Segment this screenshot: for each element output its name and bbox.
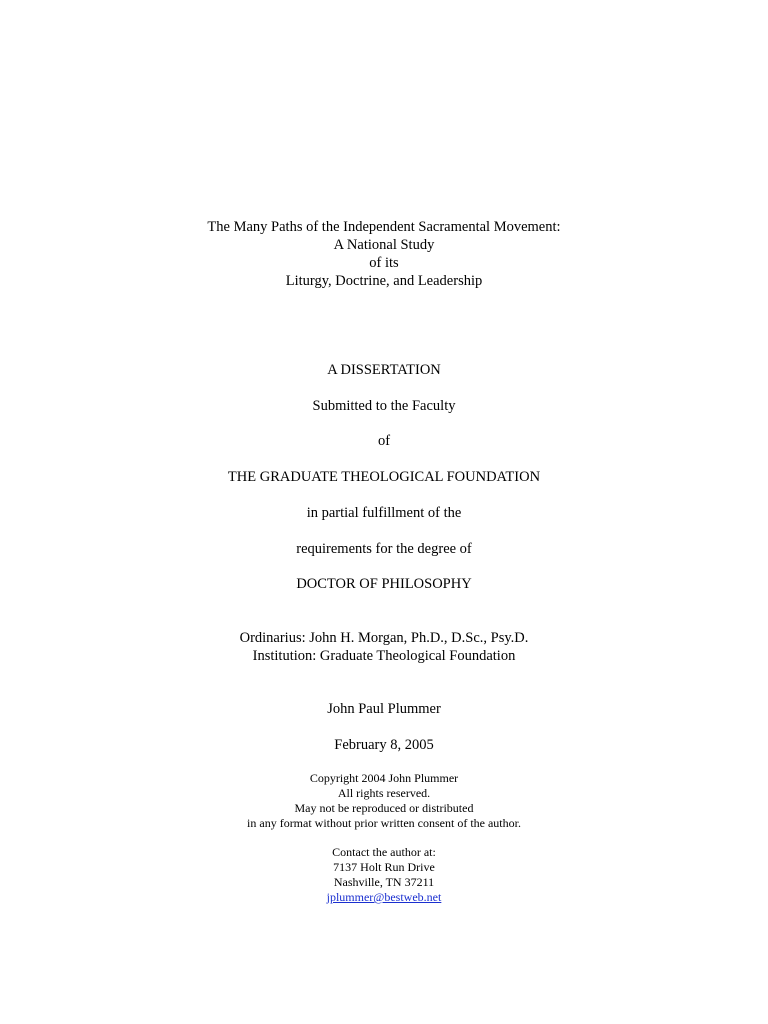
- submitted-to-faculty: Submitted to the Faculty: [312, 398, 456, 414]
- copyright-line-1: Copyright 2004 John Plummer: [309, 771, 459, 785]
- institution-line: Institution: Graduate Theological Foundation: [252, 648, 516, 664]
- of-line: of: [377, 433, 391, 449]
- title-line-4: Liturgy, Doctrine, and Leadership: [285, 273, 483, 289]
- partial-fulfillment: in partial fulfillment of the: [306, 505, 462, 521]
- author-name: John Paul Plummer: [327, 701, 441, 717]
- contact-street: 7137 Holt Run Drive: [333, 860, 435, 874]
- contact-city: Nashville, TN 37211: [333, 875, 435, 889]
- dissertation-heading: A DISSERTATION: [327, 362, 441, 378]
- copyright-line-3: May not be reproduced or distributed: [294, 801, 474, 815]
- degree-name: DOCTOR OF PHILOSOPHY: [296, 576, 472, 592]
- copyright-line-2: All rights reserved.: [337, 786, 431, 800]
- contact-heading: Contact the author at:: [332, 845, 436, 859]
- title-line-2: A National Study: [333, 237, 435, 253]
- foundation-name: THE GRADUATE THEOLOGICAL FOUNDATION: [227, 469, 541, 485]
- title-line-3: of its: [369, 255, 399, 271]
- degree-requirements: requirements for the degree of: [296, 541, 472, 557]
- contact-email-link[interactable]: jplummer@bestweb.net: [326, 890, 442, 904]
- copyright-line-4: in any format without prior written consent of the author.: [247, 816, 521, 830]
- ordinarius-line: Ordinarius: John H. Morgan, Ph.D., D.Sc., Psy.D.: [239, 630, 529, 646]
- contact-email-row: [0, 891, 768, 903]
- submission-date: February 8, 2005: [334, 737, 434, 753]
- title-line-1: The Many Paths of the Independent Sacramental Movement:: [207, 219, 561, 235]
